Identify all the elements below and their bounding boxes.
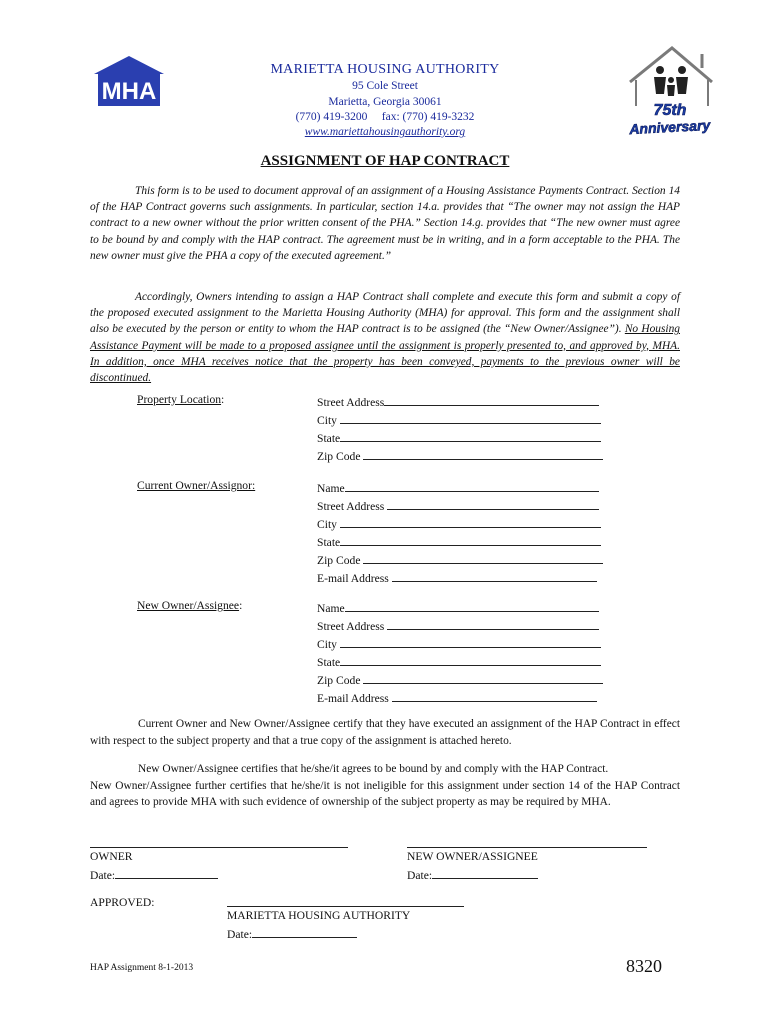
- current-owner-city-field[interactable]: City: [317, 515, 603, 533]
- new-owner-label: New Owner/Assignee:: [137, 599, 243, 612]
- certify-paragraph-1-text: Current Owner and New Owner/Assignee certify that they have executed an assignment of the HAP Contract in effect with respect to the subject property and that a true copy of the assignment is attached hereto.: [90, 718, 680, 747]
- current-owner-name-field[interactable]: Name: [317, 479, 603, 497]
- org-website-link[interactable]: www.mariettahousingauthority.org: [304, 126, 466, 138]
- anniversary-number: 75th: [653, 102, 687, 119]
- document-title: ASSIGNMENT OF HAP CONTRACT: [260, 153, 510, 169]
- owner-label: OWNER: [90, 850, 133, 863]
- new-owner-signature-line[interactable]: [407, 846, 647, 848]
- new-owner-date-field[interactable]: Date:: [407, 866, 538, 882]
- anniversary-logo: [620, 44, 720, 144]
- property-location-label: Property Location:: [137, 393, 225, 406]
- current-owner-zip-field[interactable]: Zip Code: [317, 551, 603, 569]
- approver-date-field[interactable]: Date:: [227, 925, 357, 941]
- property-state-field[interactable]: State: [317, 429, 603, 447]
- footer-form-id: HAP Assignment 8-1-2013: [90, 963, 194, 973]
- new-owner-street-field[interactable]: Street Address: [317, 617, 603, 635]
- org-city: Marietta, Georgia 30061: [328, 96, 442, 108]
- new-owner-city-field[interactable]: City: [317, 635, 603, 653]
- intro-paragraph-2-underlined: No Housing Assistance Payment will be made to a proposed assignee until the assignment is properly presented to, and approved by, MHA. In addition, once MHA receives notice that the property has been conveyed, payments to the previous owner will be discontinued.: [90, 323, 680, 385]
- new-owner-name-field[interactable]: Name: [317, 599, 603, 617]
- new-owner-state-field[interactable]: State: [317, 653, 603, 671]
- new-owner-label: NEW OWNER/ASSIGNEE: [407, 850, 538, 863]
- anniversary-word: Anniversary: [628, 116, 711, 138]
- current-owner-label: Current Owner/Assignor:: [137, 479, 256, 492]
- current-owner-fields: [317, 479, 603, 587]
- org-phone: (770) 419-3200 fax: (770) 419-3232: [295, 111, 475, 123]
- current-owner-email-field[interactable]: E-mail Address: [317, 569, 603, 587]
- authority-label: MARIETTA HOUSING AUTHORITY: [227, 909, 411, 922]
- approver-signature-line[interactable]: [227, 905, 464, 907]
- intro-paragraph-2: [90, 289, 680, 386]
- intro-paragraph-1: [90, 183, 680, 264]
- new-owner-zip-field[interactable]: Zip Code: [317, 671, 603, 689]
- org-street: 95 Cole Street: [352, 80, 418, 92]
- approved-label: APPROVED:: [90, 896, 155, 909]
- current-owner-street-field[interactable]: Street Address: [317, 497, 603, 515]
- new-owner-email-field[interactable]: E-mail Address: [317, 689, 603, 707]
- certify-paragraph-2-rest: New Owner/Assignee further certifies that he/she/it is not ineligible for this assignment under section 14 of the HAP Contract and agrees to provide MHA with such evidence of ownership of the subject property as may be required by MHA.: [90, 779, 680, 808]
- footer-number: 8320: [626, 956, 662, 976]
- owner-date-field[interactable]: Date:: [90, 866, 218, 882]
- certify-paragraph-2-line1: New Owner/Assignee certifies that he/she/it agrees to be bound by and comply with the HAP Contract.: [138, 763, 609, 775]
- property-fields: [317, 393, 603, 465]
- intro-paragraph-1-text: This form is to be used to document approval of an assignment of a Housing Assistance Payments Contract. Section 14 of the HAP Contract governs such assignments. In particular, section 14.a. provides that “The owner may not assign the HAP contract to a new owner without the prior written consent of the PHA.” Section 14.g. provides that “The new owner must agree to be bound by and comply with the HAP contract. The agreement must be in writing, and in a form acceptable to the PHA. The new owner must give the PHA a copy of the executed agreement.”: [90, 185, 680, 262]
- certify-paragraph-2: [90, 761, 680, 811]
- property-zip-field[interactable]: Zip Code: [317, 447, 603, 465]
- mha-logo: [92, 54, 166, 108]
- property-street-field[interactable]: Street Address: [317, 393, 603, 411]
- current-owner-state-field[interactable]: State: [317, 533, 603, 551]
- org-name: MARIETTA HOUSING AUTHORITY: [270, 62, 500, 77]
- certify-paragraph-1: [90, 716, 680, 749]
- logo-text: MHA: [101, 78, 157, 105]
- owner-signature-line[interactable]: [90, 846, 348, 848]
- property-city-field[interactable]: City: [317, 411, 603, 429]
- new-owner-fields: [317, 599, 603, 707]
- intro-paragraph-2-text: Accordingly, Owners intending to assign a HAP Contract shall complete and execute this form and submit a copy of the proposed executed assignment to the Marietta Housing Authority (MHA) for approval. This form and the assignment shall also be executed by the person or entity to whom the HAP contract is to be assigned (the “New Owner/Assignee”).: [90, 291, 680, 336]
